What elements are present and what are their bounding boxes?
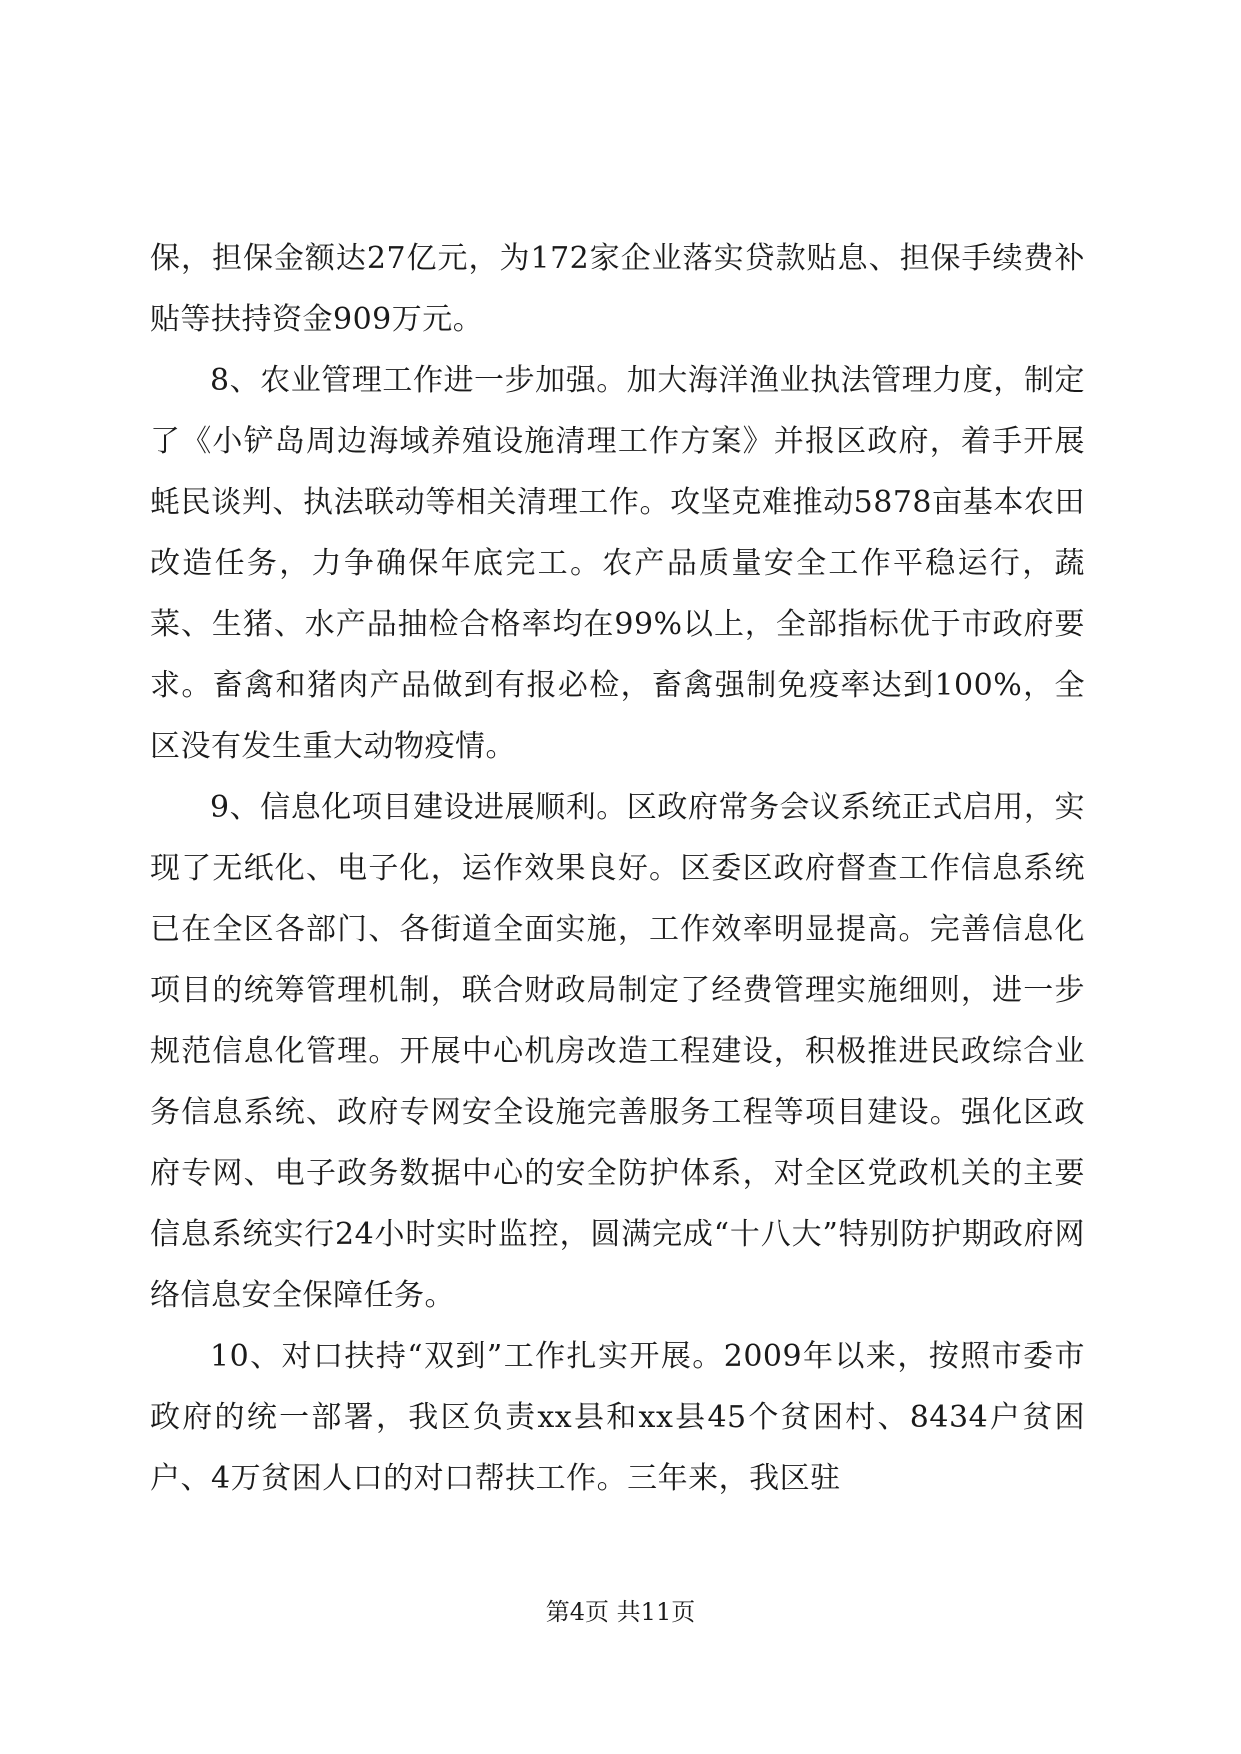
page-number-footer: 第4页 共11页 xyxy=(545,1598,696,1626)
paragraph-poverty-assistance: 10、对口扶持“双到”工作扎实开展。2009年以来，按照市委市政府的统一部署，我区负责xx县和xx县45个贫困村、8434户贫困户、4万贫困人口的对口帮扶工作。三年来，我区驻 xyxy=(150,1339,1085,1496)
document-body xyxy=(150,228,1085,1509)
paragraph-continuation: 保，担保金额达27亿元，为172家企业落实贷款贴息、担保手续费补贴等扶持资金909万元。 xyxy=(150,241,1085,337)
paragraph-agriculture: 8、农业管理工作进一步加强。加大海洋渔业执法管理力度，制定了《小铲岛周边海域养殖设施清理工作方案》并报区政府，着手开展蚝民谈判、执法联动等相关清理工作。攻坚克难推动5878亩基本农田改造任务，力争确保年底完工。农产品质量安全工作平稳运行，蔬菜、生猪、水产品抽检合格率均在99%以上，全部指标优于市政府要求。畜禽和猪肉产品做到有报必检，畜禽强制免疫率达到100%，全区没有发生重大动物疫情。 xyxy=(150,363,1085,764)
paragraph-informatization: 9、信息化项目建设进展顺利。区政府常务会议系统正式启用，实现了无纸化、电子化，运作效果良好。区委区政府督查工作信息系统已在全区各部门、各街道全面实施，工作效率明显提高。完善信息化项目的统筹管理机制，联合财政局制定了经费管理实施细则，进一步规范信息化管理。开展中心机房改造工程建设，积极推进民政综合业务信息系统、政府专网安全设施完善服务工程等项目建设。强化区政府专网、电子政务数据中心的安全防护体系，对全区党政机关的主要信息系统实行24小时实时监控，圆满完成“十八大”特别防护期政府网络信息安全保障任务。 xyxy=(150,790,1085,1313)
